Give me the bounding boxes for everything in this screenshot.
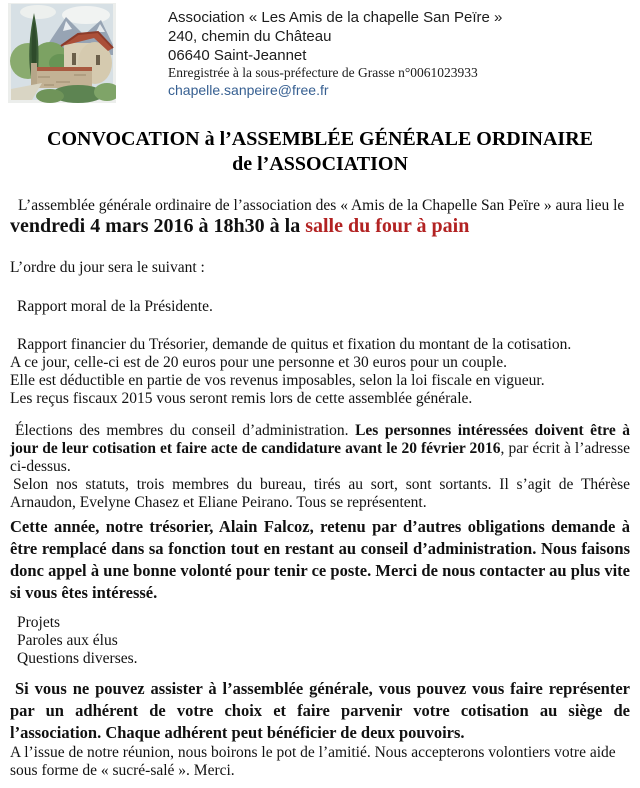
agenda-items-list (0, 614, 640, 668)
agenda-heading: L’ordre du jour sera le suivant : (10, 259, 205, 276)
chapel-watercolor-image (8, 3, 116, 103)
page-title (0, 127, 640, 177)
address-line-1: 240, chemin du Château (168, 28, 332, 45)
letterhead-text (168, 3, 502, 100)
treasurer-replacement-paragraph: Cette année, notre trésorier, Alain Falcoz, retenu par d’autres obligations demande à être remplacé dans sa fonction tout en restant au conseil d’administration. Nous faisons donc appel à une bonne volonté pour tenir ce poste. Merci de nous contacter au plus vite si vous êtes intéressé. (10, 517, 630, 602)
letterhead (0, 0, 640, 106)
agenda-item-elections (10, 422, 630, 476)
agenda-item-financial-report (10, 336, 630, 408)
agenda-item-misc: Questions diverses. (17, 650, 138, 667)
proxy-instructions-paragraph: Si vous ne pouvez assister à l’assemblée générale, vous pouvez vous faire représenter par un adhérent de votre choix et faire parvenir votre cotisation au siège de l’association. Chaque adhérent peut bénéficier de deux pouvoirs. (10, 679, 630, 742)
intro-text: L’assemblée générale ordinaire de l’association des « Amis de la Chapelle San Peïre » aura lieu le (18, 197, 625, 214)
cloud (20, 5, 56, 19)
elections-text: Élections des membres du conseil d’administration. (15, 422, 356, 439)
closing-paragraph: A l’issue de notre réunion, nous boirons le pot de l’amitié. Nous accepterons volontiers votre aide sous forme de « sucré-salé ». Merci. (10, 744, 616, 779)
registration-line: Enregistrée à la sous-préfecture de Grasse n°0061023933 (168, 65, 478, 80)
title-line-1: CONVOCATION à l’ASSEMBLÉE GÉNÉRALE ORDINAIRE (47, 128, 593, 150)
agenda-item-moral-report: Rapport moral de la Présidente. (17, 298, 213, 315)
chapel-window (96, 55, 100, 65)
meeting-place-highlight: salle du four à pain (305, 215, 470, 237)
meeting-datetime: vendredi 4 mars 2016 à 18h30 à la (10, 215, 306, 237)
org-name: Association « Les Amis de la chapelle San Peïre » (168, 9, 503, 26)
chapel-window (72, 53, 76, 65)
financial-line: Les reçus fiscaux 2015 vous seront remis lors de cette assemblée générale. (10, 390, 473, 407)
elections-text-end: , par écrit à l’adresse ci-dessus. (10, 440, 630, 475)
outgoing-members-paragraph: Selon nos statuts, trois membres du bureau, tirés au sort, sont sortants. Il s’agit de Thérèse Arnaudon, Evelyne Chasez et Eliane Peirano. Tous se représentent. (10, 476, 630, 511)
financial-line: Elle est déductible en partie de vos revenus imposables, selon la loi fiscale en vigueur. (10, 372, 545, 389)
bushes (36, 89, 64, 103)
wall-coping (34, 67, 92, 71)
agenda-item-projects: Projets (17, 614, 61, 631)
address-line-2: 06640 Saint-Jeannet (168, 47, 307, 64)
agenda-item-officials: Paroles aux élus (17, 632, 118, 649)
financial-line: Rapport financier du Trésorier, demande de quitus et fixation du montant de la cotisation. (17, 336, 572, 353)
financial-line: A ce jour, celle-ci est de 20 euros pour une personne et 30 euros pour un couple. (10, 354, 507, 371)
title-line-2: de l’ASSOCIATION (232, 153, 408, 175)
intro-paragraph (10, 196, 630, 238)
elections-deadline-bold: Les personnes intéressées doivent être à jour de leur cotisation et faire acte de candidature avant le 20 février 2016 (10, 422, 630, 457)
email-link[interactable]: chapelle.sanpeire@free.fr (168, 81, 329, 98)
